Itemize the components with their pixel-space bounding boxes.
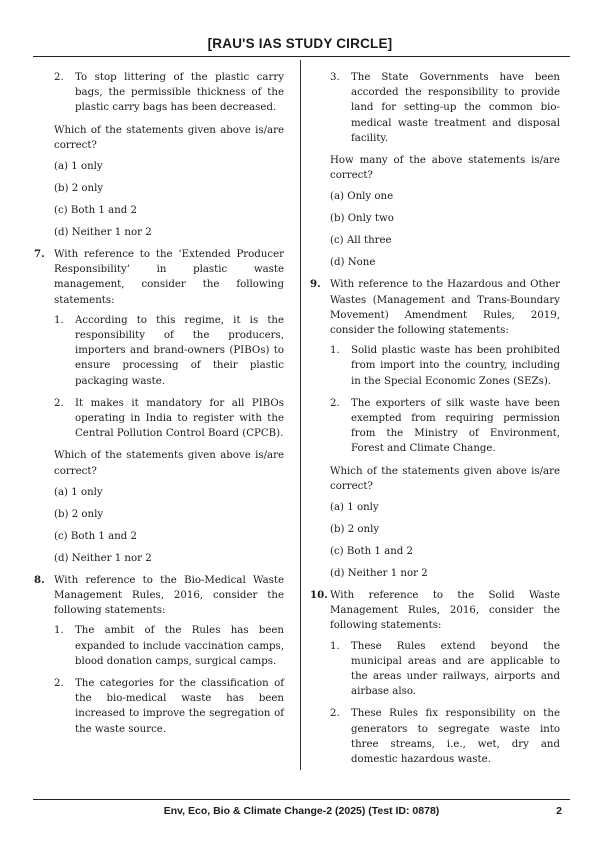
question-10 [310, 588, 560, 767]
option-b[interactable]: (b) 2 only [54, 183, 104, 195]
question-stem: Which of the statements given above is/are correct? [54, 124, 284, 151]
statement [54, 676, 284, 737]
question-8-continued [310, 70, 560, 271]
page-header: [RAU'S IAS STUDY CIRCLE] [207, 36, 393, 51]
option-a[interactable]: (a) 1 only [330, 502, 379, 514]
question-8 [34, 573, 284, 737]
statement-number: 3. [330, 72, 340, 83]
option-d[interactable]: (d) Neither 1 nor 2 [54, 552, 152, 564]
statement-text: According to this regime, it is the responsibility of the producers, importers and brand-owners (PIBOs) to ensure processing of their plastic packaging waste. [75, 314, 284, 387]
statement-number: 2. [54, 397, 64, 409]
column-divider [300, 60, 301, 770]
statement [54, 70, 284, 116]
right-column [310, 66, 560, 774]
statement [330, 706, 560, 767]
statement [54, 623, 284, 669]
question-number: 8. [34, 573, 45, 586]
question-intro: With reference to the Solid Waste Management Rules, 2016, consider the following statements: [330, 590, 560, 632]
option-d[interactable]: (d) Neither 1 nor 2 [330, 568, 428, 580]
statement-text: To stop littering of the plastic carry bags, the permissible thickness of the plastic carry bags has been decreased. [75, 72, 284, 114]
statement-text: These Rules extend beyond the municipal areas and are applicable to the areas under railways, airports and airbase also. [351, 640, 560, 698]
question-number: 9. [310, 278, 321, 291]
statement-number: 1. [54, 314, 64, 326]
statement [330, 343, 560, 389]
statement-number: 1. [54, 625, 64, 637]
statement-text: Solid plastic waste has been prohibited from import into the country, including in the Special Economic Zones (SEZs). [351, 345, 560, 387]
option-d[interactable]: (d) Neither 1 nor 2 [54, 227, 152, 239]
statement [54, 313, 284, 389]
option-b[interactable]: (b) 2 only [54, 508, 104, 520]
statement [330, 639, 560, 700]
footer-text: Env, Eco, Bio & Climate Change-2 (2025) (Test ID: 0878) [163, 805, 440, 817]
statement-text: The State Governments have been accorded the responsibility to provide land for setting-up the common bio-medical waste treatment and disposal facility. [351, 72, 560, 144]
question-number: 7. [34, 248, 45, 261]
question-intro: With reference to the Bio-Medical Waste Management Rules, 2016, consider the following statements: [54, 574, 284, 617]
statement [330, 396, 560, 457]
statement-text: The ambit of the Rules has been expanded to include vaccination camps, blood donation camps, surgical camps. [75, 625, 284, 667]
option-c[interactable]: (c) All three [330, 235, 392, 247]
statement-text: The exporters of silk waste have been exempted from requiring permission from the Ministry of Environment, Forest and Climate Change. [351, 397, 560, 455]
statement-number: 1. [330, 640, 340, 652]
statement [54, 396, 284, 442]
question-stem: How many of the above statements is/are correct? [330, 155, 560, 182]
statement-text: The categories for the classification of the bio-medical waste has been increased to improve the segregation of the waste source. [75, 678, 284, 735]
statement-number: 2. [54, 72, 64, 83]
header-rule [33, 56, 570, 57]
question-number: 10. [310, 589, 328, 602]
footer-rule [33, 799, 570, 800]
option-a[interactable]: (a) 1 only [54, 161, 103, 173]
page-footer [33, 805, 570, 817]
option-d[interactable]: (d) None [330, 257, 376, 269]
option-c[interactable]: (c) Both 1 and 2 [54, 205, 138, 217]
question-intro: With reference to the ‘Extended Producer Responsibility’ in plastic waste management, consider the following statements: [54, 249, 284, 306]
option-a[interactable]: (a) 1 only [54, 486, 103, 498]
statement-number: 2. [330, 708, 340, 720]
statement-text: These Rules fix responsibility on the generators to segregate waste into three streams, i.e., wet, dry and domestic hazardous waste. [351, 708, 560, 766]
option-c[interactable]: (c) Both 1 and 2 [330, 546, 414, 558]
statement-number: 1. [330, 345, 340, 357]
page-number: 2 [556, 805, 562, 817]
statement-number: 2. [330, 397, 340, 409]
question-stem: Which of the statements given above is/are correct? [54, 450, 284, 477]
question-9 [310, 277, 560, 581]
statement-text: It makes it mandatory for all PIBOs operating in India to register with the Central Pollution Control Board (CPCB). [75, 397, 284, 440]
option-c[interactable]: (c) Both 1 and 2 [54, 530, 138, 542]
question-7 [34, 247, 284, 566]
statement-number: 2. [54, 678, 64, 690]
option-b[interactable]: (b) Only two [330, 213, 394, 225]
left-column [34, 66, 284, 744]
statement [330, 70, 560, 146]
question-stem: Which of the statements given above is/are correct? [330, 465, 560, 492]
option-b[interactable]: (b) 2 only [330, 524, 380, 536]
question-intro: With reference to the Hazardous and Other Wastes (Management and Trans-Boundary Movement) Amendment Rules, 2019, consider the following statements: [330, 279, 560, 337]
question-6-continued [34, 70, 284, 240]
option-a[interactable]: (a) Only one [330, 191, 394, 203]
